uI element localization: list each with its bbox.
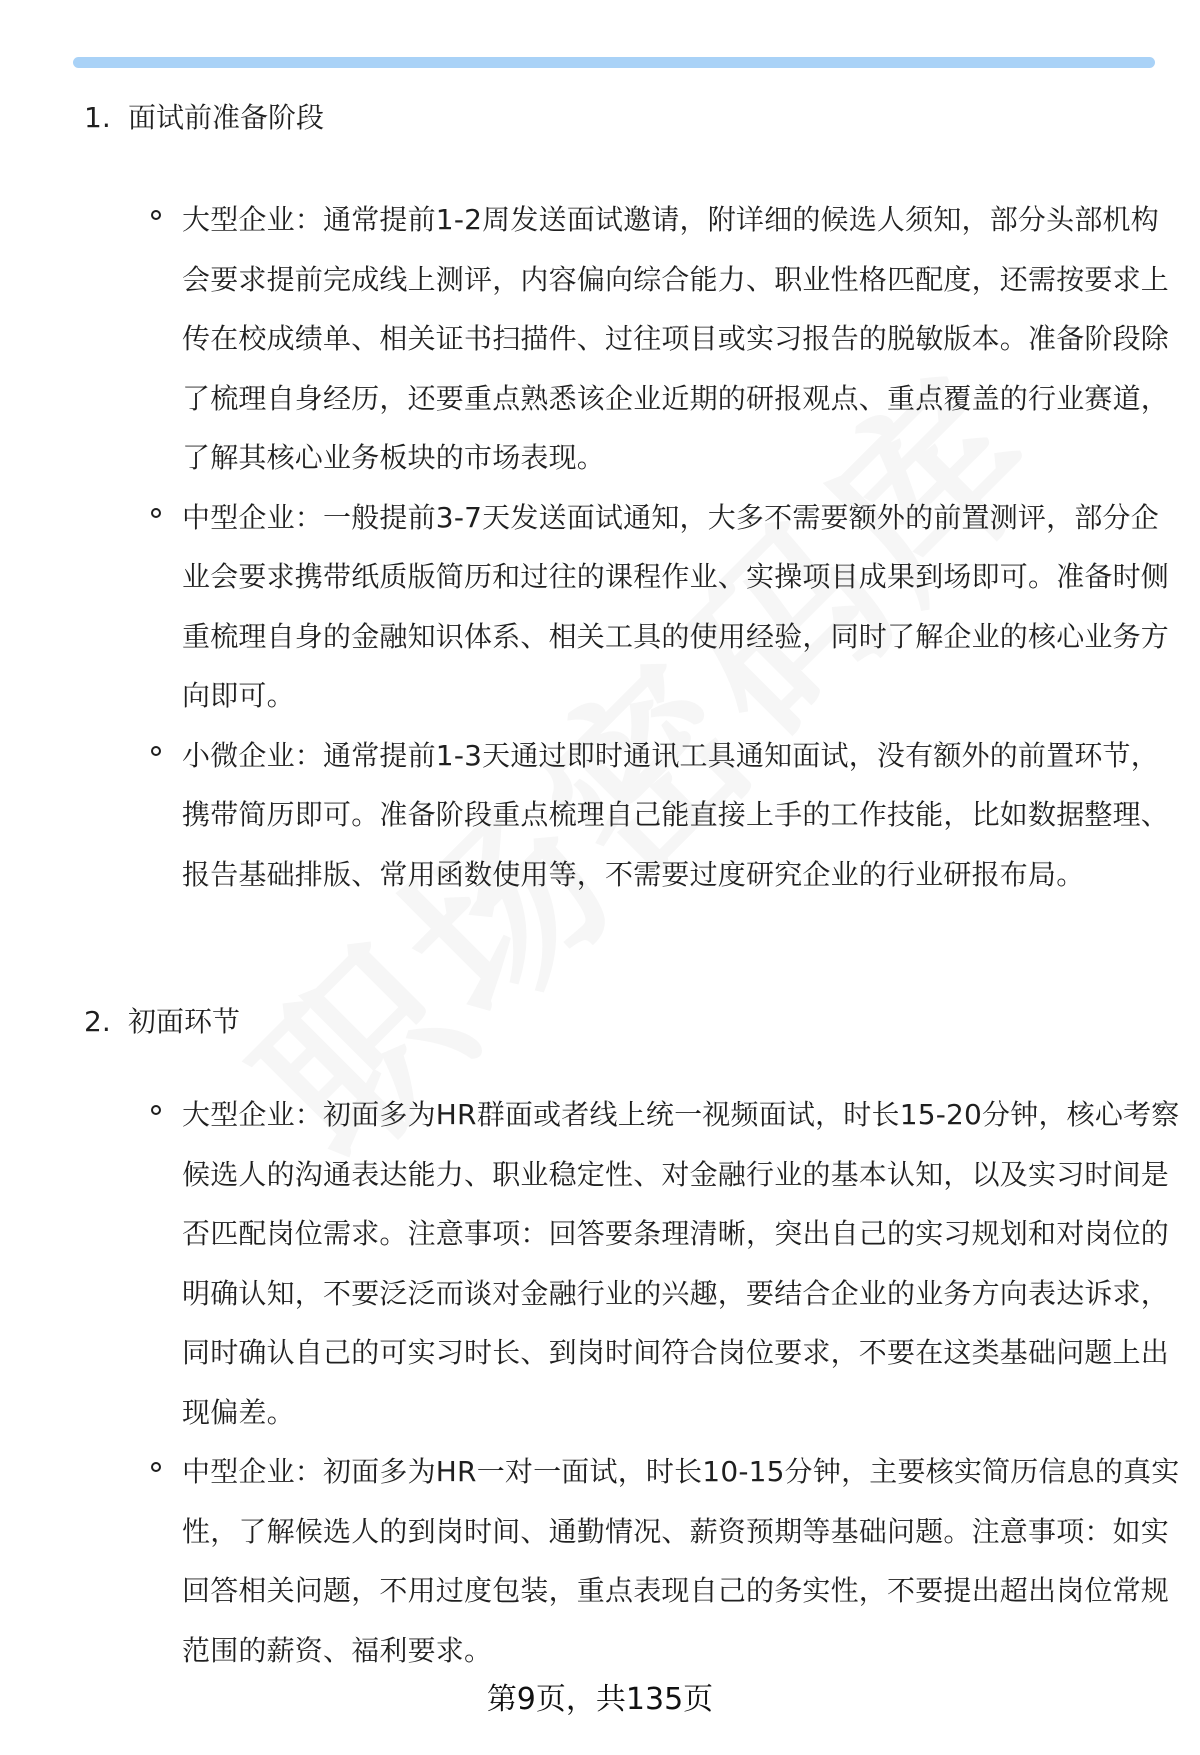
circle-bullet-icon [151,1105,161,1115]
bullet-list [0,1085,1200,1680]
list-item-text: 中型企业：初面多为HR一对一面试，时长10-15分钟，主要核实简历信息的真实性，了解候选人的到岗时间、通勤情况、薪资预期等基础问题。注意事项：如实回答相关问题，不用过度包装，重点表现自己的务实性，不要提出超出岗位常规范围的薪资、福利要求。 [182,1455,1180,1667]
list-item-text: 中型企业：一般提前3-7天发送面试通知，大多不需要额外的前置测评，部分企业会要求携带纸质版简历和过往的课程作业、实操项目成果到场即可。准备时侧重梳理自身的金融知识体系、相关工具的使用经验，同时了解企业的核心业务方向即可。 [182,500,1170,712]
list-item-text: 小微企业：通常提前1-3天通过即时通讯工具通知面试，没有额外的前置环节，携带简历即可。准备阶段重点梳理自己能直接上手的工作技能，比如数据整理、报告基础排版、常用函数使用等，不需要过度研究企业的行业研报布局。 [182,738,1170,891]
list-item-text: 大型企业：初面多为HR群面或者线上统一视频面试，时长15-20分钟，核心考察候选人的沟通表达能力、职业稳定性、对金融行业的基本认知，以及实习时间是否匹配岗位需求。注意事项：回答要条理清晰，突出自己的实习规划和对岗位的明确认知，不要泛泛而谈对金融行业的兴趣，要结合企业的业务方向表达诉求，同时确认自己的可实习时长、到岗时间符合岗位要求，不要在这类基础问题上出现偏差。 [182,1098,1180,1429]
list-item-text: 大型企业：通常提前1-2周发送面试邀请，附详细的候选人须知，部分头部机构会要求提前完成线上测评，内容偏向综合能力、职业性格匹配度，还需按要求上传在校成绩单、相关证书扫描件、过往项目或实习报告的脱敏版本。准备阶段除了梳理自身经历，还要重点熟悉该企业近期的研报观点、重点覆盖的行业赛道，了解其核心业务板块的市场表现。 [182,203,1170,474]
bullet-list [0,190,1200,904]
section-heading [84,98,324,138]
section-number: 2. [84,1005,111,1038]
section-number: 1. [84,101,111,134]
list-item [0,726,1200,905]
circle-bullet-icon [151,210,161,220]
circle-bullet-icon [151,1462,161,1472]
circle-bullet-icon [151,746,161,756]
list-item [0,1085,1200,1442]
section-title: 面试前准备阶段 [128,101,325,134]
circle-bullet-icon [151,508,161,518]
page-footer: 第9页，共135页 [486,1682,714,1717]
section-title: 初面环节 [128,1005,241,1038]
section-heading [84,1002,240,1042]
list-item [0,1442,1200,1680]
list-item [0,190,1200,488]
list-item [0,488,1200,726]
top-accent-bar [73,57,1155,68]
